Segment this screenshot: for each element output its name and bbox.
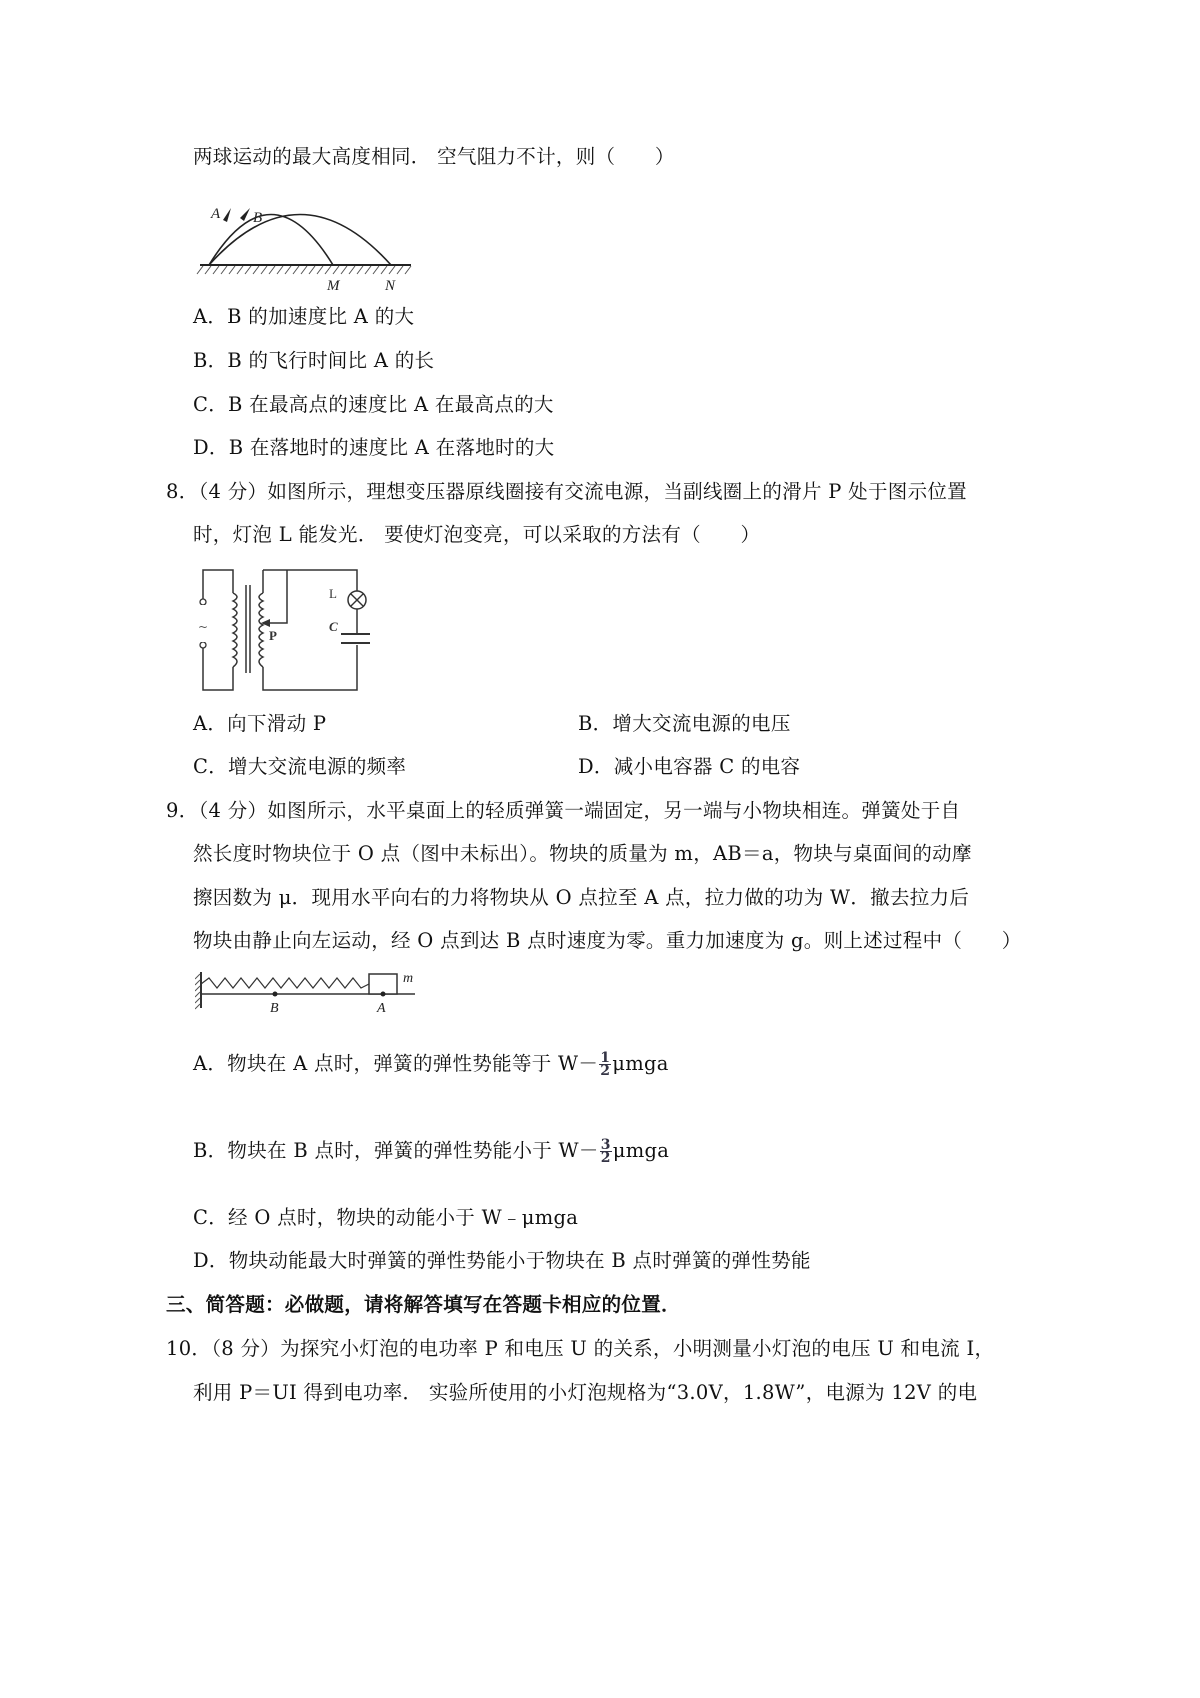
q7-stem-tail: 两球运动的最大高度相同． 空气阻力不计，则（ ） [193, 145, 675, 168]
q7-option-a[interactable]: A．B 的加速度比 A 的大 [193, 305, 415, 328]
q9-line-4: 物块由静止向左运动，经 O 点到达 B 点时速度为零。重力加速度为 g。则上述过程中（ ） [193, 929, 1022, 952]
q8-line-1: 8．（4 分）如图所示，理想变压器原线圈接有交流电源，当副线圈上的滑片 P 处于图示位置 [166, 480, 967, 503]
spring-icon [201, 978, 369, 988]
label-p: P [269, 628, 277, 643]
trajectory-b [209, 215, 391, 266]
q9-spring-figure [195, 968, 430, 1028]
label-b: B [253, 210, 263, 226]
q10-line-2: 利用 P＝UI 得到电功率． 实验所使用的小灯泡规格为“3.0V，1.8W”，电源为 12V 的电 [193, 1381, 978, 1404]
source-terminal-top [200, 599, 206, 605]
trajectory-a [209, 215, 333, 266]
q8-transformer-circuit [195, 565, 370, 695]
q9-option-c[interactable]: C．经 O 点时，物块的动能小于 W﹣μmga [193, 1206, 579, 1229]
q7-projectile-figure [195, 178, 420, 293]
q7-option-d[interactable]: D．B 在落地时的速度比 A 在落地时的大 [193, 436, 555, 459]
block-m-icon [369, 974, 397, 994]
label-c: C [329, 619, 338, 634]
q9-option-b[interactable] [193, 1139, 669, 1164]
q8-option-b[interactable]: B．增大交流电源的电压 [578, 712, 791, 735]
q9-line-3: 擦因数为 μ．现用水平向右的力将物块从 O 点拉至 A 点，拉力做的功为 W．撤去拉力后 [193, 886, 970, 909]
q8-line-2: 时，灯泡 L 能发光． 要使灯泡变亮，可以采取的方法有（ ） [193, 523, 761, 546]
q9-option-b-suffix: μmga [612, 1139, 670, 1162]
q9-option-a-prefix: A．物块在 A 点时，弹簧的弹性势能等于 W－ [193, 1052, 599, 1075]
q9-option-a[interactable] [193, 1052, 669, 1077]
source-label: ~ [198, 620, 209, 634]
q8-option-d[interactable]: D．减小电容器 C 的电容 [578, 755, 801, 778]
q9-option-a-suffix: μmga [612, 1052, 669, 1075]
label-l: L [329, 586, 337, 601]
q9-option-b-prefix: B．物块在 B 点时，弹簧的弹性势能小于 W－ [193, 1139, 599, 1162]
label-a: A [377, 1001, 386, 1016]
label-n: N [385, 278, 396, 293]
q10-line-1: 10．（8 分）为探究小灯泡的电功率 P 和电压 U 的关系，小明测量小灯泡的电压 U 和电流 I， [166, 1337, 995, 1360]
label-m: M [327, 278, 340, 293]
fraction-three-halves: $\frac{3}{2}$ [600, 1137, 611, 1166]
q9-line-2: 然长度时物块位于 O 点（图中未标出）。物块的质量为 m，AB＝a，物块与桌面间的动摩 [193, 842, 972, 865]
q7-option-c[interactable]: C．B 在最高点的速度比 A 在最高点的大 [193, 393, 554, 416]
q9-line-1: 9．（4 分）如图所示，水平桌面上的轻质弹簧一端固定，另一端与小物块相连。弹簧处于自 [166, 799, 961, 822]
arrow-a-icon [223, 208, 231, 222]
q7-option-b[interactable]: B．B 的飞行时间比 A 的长 [193, 349, 435, 372]
source-terminal-bottom [200, 642, 206, 648]
label-a: A [211, 206, 221, 222]
q9-option-d[interactable]: D．物块动能最大时弹簧的弹性势能小于物块在 B 点时弹簧的弹性势能 [193, 1249, 811, 1272]
fraction-one-half: $\frac{1}{2}$ [600, 1050, 611, 1079]
q8-option-a[interactable]: A．向下滑动 P [193, 712, 327, 735]
label-b: B [270, 1001, 279, 1016]
label-m: m [403, 971, 414, 986]
arrow-b-icon [240, 208, 250, 221]
q8-option-c[interactable]: C．增大交流电源的频率 [193, 755, 407, 778]
section-3-heading: 三、简答题：必做题，请将解答填写在答题卡相应的位置． [166, 1293, 681, 1316]
